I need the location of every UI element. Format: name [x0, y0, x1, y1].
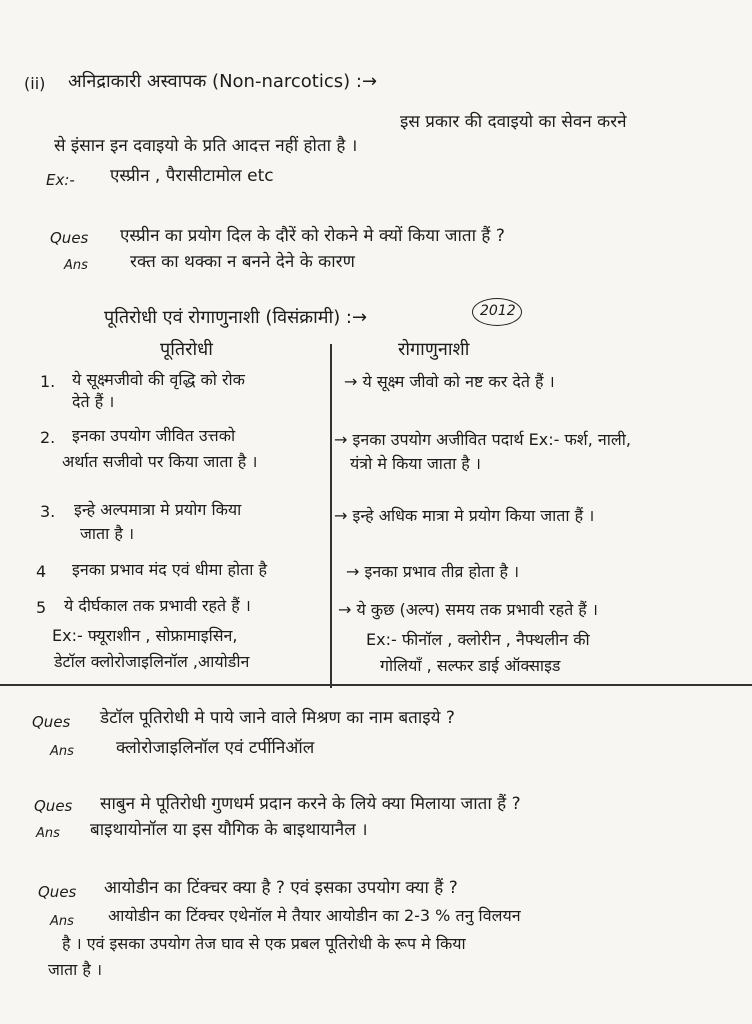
section-heading: अनिद्राकारी अस्वापक (Non-narcotics) :→ [68, 71, 378, 92]
antiseptic-cell: इनका प्रभाव मंद एवं धीमा होता है [72, 560, 267, 579]
row-number: 1. [40, 372, 56, 391]
question-label: Ques [34, 797, 73, 815]
antiseptic-cell: इनका उपयोग जीवित उत्तको [72, 426, 236, 445]
row-number: 4 [36, 562, 47, 581]
antiseptic-examples: डेटॉल क्लोरोजाइलिनॉल ,आयोडीन [54, 652, 250, 671]
question-label: Ques [38, 883, 77, 901]
question-text: एस्प्रीन का प्रयोग दिल के दौरें को रोकने मे क्यों किया जाता हैं ? [120, 226, 505, 246]
answer-text: है । एवं इसका उपयोग तेज घाव से एक प्रबल पूतिरोधी के रूप मे किया [62, 934, 466, 953]
column-header-disinfectant: रोगाणुनाशी [398, 339, 470, 360]
table-bottom-rule [0, 684, 752, 686]
answer-label: Ans [64, 258, 88, 273]
answer-text: आयोडीन का टिंक्चर एथेनॉल मे तैयार आयोडीन का 2-3 % तनु विलयन [108, 906, 521, 925]
antiseptic-examples: Ex:- फ्यूराशीन , सोफ्रामाइसिन, [52, 626, 238, 645]
disinfectant-cell: → ये सूक्ष्म जीवो को नष्ट कर देते हैं । [344, 372, 555, 391]
disinfectant-cell: यंत्रो मे किया जाता है । [350, 454, 481, 473]
answer-text: रक्त का थक्का न बनने देने के कारण [130, 252, 355, 272]
example-text: एस्प्रीन , पैरासीटामोल etc [110, 166, 274, 186]
antiseptic-cell: इन्हे अल्पमात्रा मे प्रयोग किया [74, 500, 242, 519]
row-number: 3. [40, 502, 56, 521]
disinfectant-cell: → इनका प्रभाव तीव्र होता है । [346, 562, 520, 581]
question-label: Ques [50, 229, 89, 247]
antiseptic-cell: ये सूक्ष्मजीवो की वृद्धि को रोक [72, 370, 245, 389]
example-label: Ex:- [46, 171, 75, 189]
answer-label: Ans [50, 744, 74, 759]
row-number: 5 [36, 598, 47, 617]
definition-line-2: से इंसान इन दवाइयो के प्रति आदत्त नहीं होता है । [54, 136, 358, 156]
answer-label: Ans [50, 914, 74, 929]
year-badge: 2012 [480, 303, 516, 319]
row-number: 2. [40, 428, 56, 447]
disinfectant-cell: → इनका उपयोग अजीवित पदार्थ Ex:- फर्श, नाली, [334, 430, 631, 449]
antiseptic-cell: जाता है । [80, 524, 135, 543]
antiseptic-cell: देते हैं । [72, 392, 115, 411]
section-number: (ii) [24, 74, 46, 93]
column-divider [330, 344, 332, 688]
answer-text: बाइथायोनॉल या इस यौगिक के बाइथायानैल । [90, 820, 368, 840]
column-header-antiseptic: पूतिरोधी [160, 339, 213, 360]
disinfectant-cell: → ये कुछ (अल्प) समय तक प्रभावी रहते हैं । [338, 600, 598, 619]
antiseptic-cell: ये दीर्घकाल तक प्रभावी रहते हैं । [64, 596, 251, 615]
answer-text: क्लोरोजाइलिनॉल एवं टर्पीनिऑल [116, 738, 315, 758]
question-label: Ques [32, 713, 71, 731]
antiseptic-cell: अर्थात सजीवो पर किया जाता है । [62, 452, 258, 471]
disinfectant-examples: Ex:- फीनॉल , क्लोरीन , नैफ्थलीन की [366, 630, 590, 649]
answer-text: जाता है । [48, 960, 103, 979]
question-text: आयोडीन का टिंक्चर क्या है ? एवं इसका उपयोग क्या हैं ? [104, 878, 458, 898]
disinfectant-cell: → इन्हे अधिक मात्रा मे प्रयोग किया जाता हैं । [334, 506, 595, 525]
table-title: पूतिरोधी एवं रोगाणुनाशी (विसंक्रामी) :→ [104, 307, 368, 328]
question-text: साबुन मे पूतिरोधी गुणधर्म प्रदान करने के लिये क्या मिलाया जाता हैं ? [100, 794, 521, 814]
answer-label: Ans [36, 826, 60, 841]
question-text: डेटॉल पूतिरोधी मे पाये जाने वाले मिश्रण का नाम बताइये ? [100, 708, 455, 728]
definition-line-1: इस प्रकार की दवाइयो का सेवन करने [400, 112, 627, 132]
disinfectant-examples: गोलियाँ , सल्फर डाई ऑक्साइड [380, 656, 561, 675]
